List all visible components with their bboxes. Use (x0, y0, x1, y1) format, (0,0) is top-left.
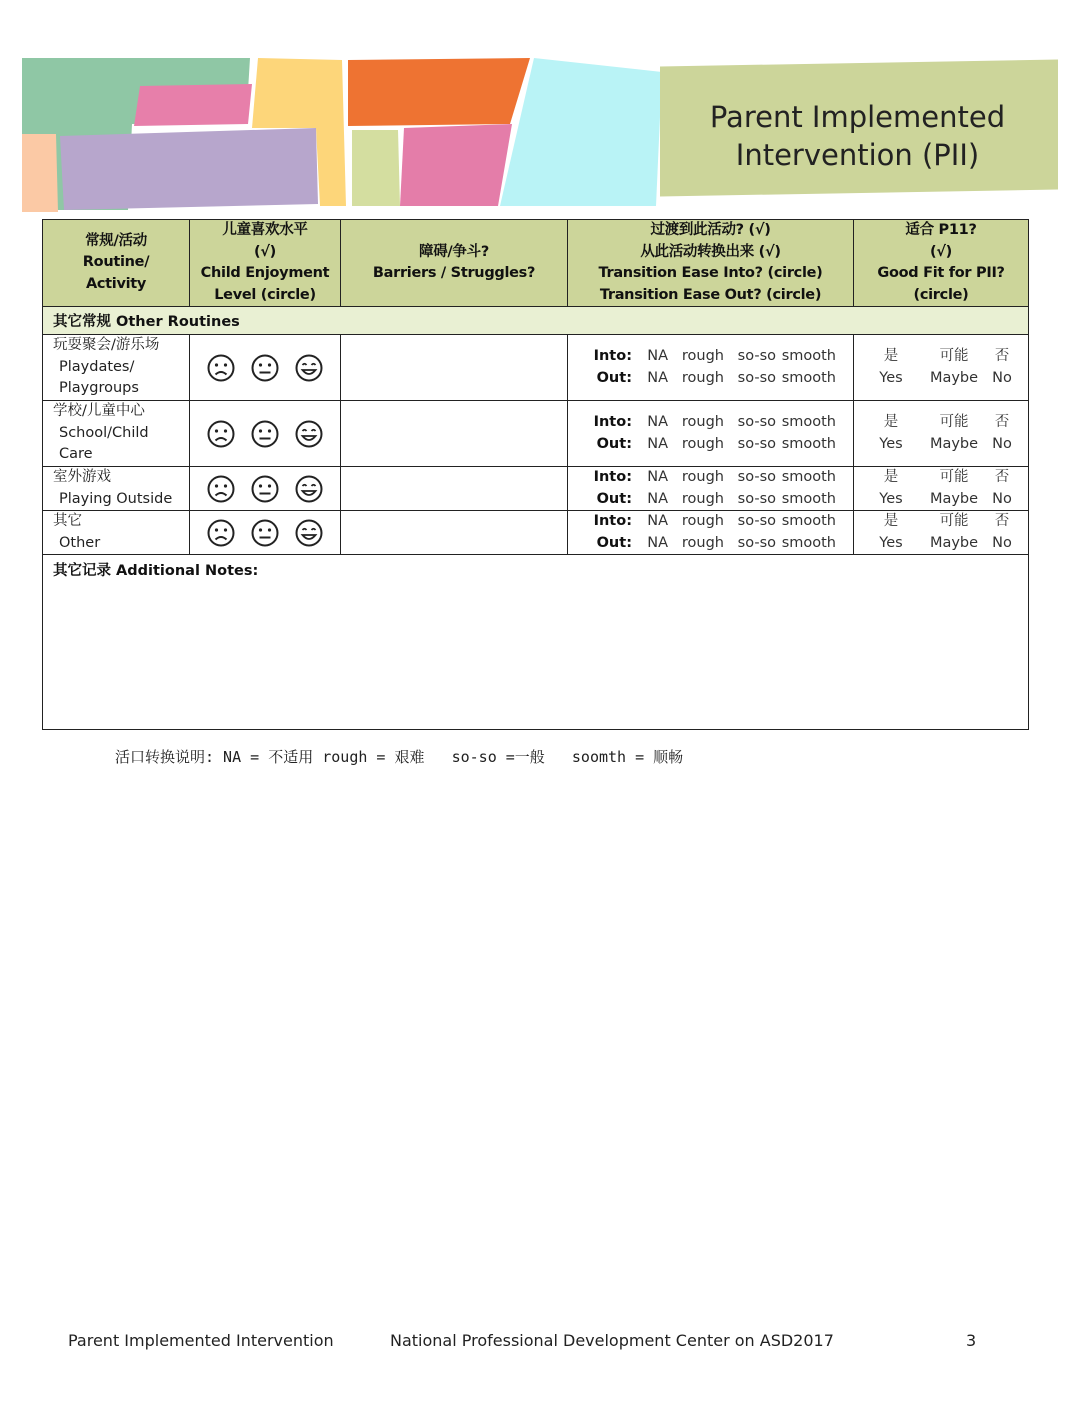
neutral-face-icon[interactable] (250, 518, 280, 548)
transition-option[interactable]: so-so (737, 513, 776, 529)
transition-option[interactable]: rough (681, 369, 724, 386)
goodfit-option[interactable]: Yes (879, 369, 903, 386)
transition-option[interactable]: so-so (737, 534, 776, 551)
transition-option[interactable]: NA (647, 369, 668, 386)
title-line-1: Parent Implemented (709, 100, 1006, 134)
goodfit-option[interactable]: 否 (994, 513, 1010, 529)
transition-cell (568, 511, 854, 555)
header-enjoyment (190, 220, 341, 307)
routine-name-cell (43, 401, 190, 467)
transition-out-label: Out: (596, 534, 632, 551)
transition-into-label: Into: (593, 469, 632, 485)
transition-option[interactable]: NA (647, 414, 668, 430)
goodfit-option[interactable]: 是 (883, 513, 899, 529)
routine-name-cn: 室外游戏 (53, 469, 111, 485)
footer-center: National Professional Development Center on ASD2017 (390, 1331, 834, 1350)
goodfit-option[interactable]: 可能 (939, 469, 969, 485)
barriers-cell[interactable] (341, 335, 568, 401)
goodfit-option[interactable]: No (992, 534, 1012, 551)
sad-face-icon[interactable] (206, 518, 236, 548)
goodfit-option[interactable]: No (992, 490, 1012, 507)
transition-out-label: Out: (596, 490, 632, 507)
routine-name-cell (43, 467, 190, 511)
routine-name-cn: 玩耍聚会/游乐场 (53, 337, 160, 353)
header-enjoyment-cn: 儿童喜欢水平 (222, 222, 308, 238)
transition-out-line (568, 434, 853, 456)
goodfit-line (854, 346, 1028, 368)
goodfit-option[interactable]: 是 (883, 348, 899, 364)
routine-name-en1: Playdates/ (59, 358, 135, 375)
notes-label: 其它记录 Additional Notes: (53, 563, 259, 579)
transition-into-label: Into: (593, 414, 632, 430)
routine-rows (43, 335, 1029, 555)
transition-option[interactable]: so-so (737, 435, 776, 452)
transition-option[interactable]: smooth (781, 513, 836, 529)
goodfit-cell (854, 401, 1029, 467)
routine-form-table (42, 219, 1029, 730)
transition-cell (568, 401, 854, 467)
header-routine-cn: 常规/活动 (85, 232, 147, 249)
header-goodfit-check: (√) (929, 243, 953, 260)
enjoyment-cell (190, 401, 341, 467)
transition-option[interactable]: smooth (781, 348, 836, 364)
goodfit-line (854, 368, 1028, 390)
transition-option[interactable]: NA (647, 435, 668, 452)
goodfit-option[interactable]: Yes (879, 534, 903, 551)
transition-option[interactable]: so-so (737, 469, 776, 485)
transition-option[interactable]: NA (647, 469, 668, 485)
section-label: 其它常规 Other Routines (43, 307, 1029, 335)
goodfit-line (854, 511, 1028, 533)
goodfit-option[interactable]: 是 (883, 469, 899, 485)
goodfit-option[interactable]: 是 (883, 414, 899, 430)
happy-face-icon[interactable] (294, 419, 324, 449)
goodfit-line (854, 533, 1028, 555)
goodfit-option[interactable]: 可能 (939, 348, 969, 364)
header-enjoyment-en-2: Level (circle) (214, 286, 316, 303)
goodfit-option[interactable]: Maybe (929, 534, 979, 551)
routine-name-cn: 其它 (53, 513, 82, 529)
transition-option[interactable]: rough (681, 469, 724, 485)
header-transition-en-2: Transition Ease Out? (circle) (599, 286, 822, 303)
transition-option[interactable]: rough (681, 513, 724, 529)
header-transition-cn-1: 过渡到此活动? (√) (650, 222, 771, 238)
goodfit-cell (854, 335, 1029, 401)
goodfit-option[interactable]: 可能 (939, 414, 969, 430)
header-transition (568, 220, 854, 307)
goodfit-option[interactable]: Maybe (929, 490, 979, 507)
transition-option[interactable]: rough (681, 414, 724, 430)
goodfit-option[interactable]: No (992, 435, 1012, 452)
transition-option[interactable]: NA (647, 348, 668, 364)
transition-option[interactable]: smooth (781, 490, 836, 507)
footer-left: Parent Implemented Intervention (68, 1331, 334, 1350)
routine-name-en2: Care (59, 446, 93, 462)
transition-into-label: Into: (593, 513, 632, 529)
goodfit-option[interactable]: Maybe (929, 435, 979, 452)
transition-into-line (568, 511, 853, 533)
header-transition-en-1: Transition Ease Into? (circle) (598, 265, 823, 281)
goodfit-option[interactable]: Maybe (929, 369, 979, 386)
transition-option[interactable]: smooth (781, 414, 836, 430)
transition-option[interactable]: smooth (781, 435, 836, 452)
header-transition-cn-2: 从此活动转换出来 (√) (640, 243, 781, 260)
header-barriers-cn: 障碍/争斗? (419, 243, 489, 260)
transition-option[interactable]: so-so (737, 490, 776, 507)
transition-cell (568, 335, 854, 401)
goodfit-line (854, 434, 1028, 456)
header-enjoyment-en-1: Child Enjoyment (200, 265, 330, 281)
section-row (43, 307, 1029, 335)
transition-option[interactable]: NA (647, 534, 668, 551)
routine-name-cn: 学校/儿童中心 (53, 403, 145, 419)
enjoyment-cell (190, 467, 341, 511)
transition-option[interactable]: rough (681, 435, 724, 452)
transition-out-line (568, 489, 853, 511)
header-goodfit-en-2: (circle) (913, 286, 969, 303)
sad-face-icon[interactable] (206, 474, 236, 504)
transition-option[interactable]: smooth (781, 469, 836, 485)
transition-option[interactable]: smooth (781, 534, 836, 551)
routine-name-en1: Playing Outside (59, 490, 173, 507)
transition-into-line (568, 467, 853, 489)
neutral-face-icon[interactable] (250, 474, 280, 504)
transition-out-line (568, 533, 853, 555)
header-row (43, 220, 1029, 307)
goodfit-line (854, 489, 1028, 511)
goodfit-option[interactable]: Yes (879, 490, 903, 507)
routine-name-cell (43, 335, 190, 401)
transition-legend: 活口转换说明: NA = 不适用 rough = 艰难 so-so =一般 soomth = 顺畅 (115, 748, 684, 766)
routine-name-en2: Playgroups (59, 380, 139, 396)
goodfit-line (854, 467, 1028, 489)
barriers-cell[interactable] (341, 467, 568, 511)
header-goodfit-cn: 适合 P11? (905, 222, 977, 238)
transition-option[interactable]: so-so (737, 369, 776, 386)
transition-option[interactable]: rough (681, 534, 724, 551)
goodfit-line (854, 412, 1028, 434)
transition-option[interactable]: rough (681, 348, 724, 364)
transition-out-label: Out: (596, 369, 632, 386)
header-barriers (341, 220, 568, 307)
barriers-cell[interactable] (341, 401, 568, 467)
routine-row (43, 401, 1029, 467)
header-routine-en-2: Activity (85, 275, 147, 292)
header-enjoyment-check: (√) (253, 243, 277, 260)
barriers-cell[interactable] (341, 511, 568, 555)
footer-page-number: 3 (966, 1331, 977, 1350)
goodfit-cell (854, 467, 1029, 511)
goodfit-cell (854, 511, 1029, 555)
goodfit-option[interactable]: Yes (879, 435, 903, 452)
routine-name-en1: School/Child (59, 424, 149, 441)
header-routine (43, 220, 190, 307)
neutral-face-icon[interactable] (250, 353, 280, 383)
routine-name-cell (43, 511, 190, 555)
happy-face-icon[interactable] (294, 353, 324, 383)
goodfit-option[interactable]: 否 (994, 414, 1010, 430)
transition-cell (568, 467, 854, 511)
routine-row (43, 511, 1029, 555)
neutral-face-icon[interactable] (250, 419, 280, 449)
transition-option[interactable]: NA (647, 490, 668, 507)
enjoyment-cell (190, 335, 341, 401)
goodfit-option[interactable]: 否 (994, 469, 1010, 485)
sad-face-icon[interactable] (206, 353, 236, 383)
transition-option[interactable]: NA (647, 513, 668, 529)
transition-out-line (568, 368, 853, 390)
transition-into-line (568, 346, 853, 368)
transition-into-line (568, 412, 853, 434)
routine-row (43, 335, 1029, 401)
goodfit-option[interactable]: 可能 (939, 513, 969, 529)
transition-into-label: Into: (593, 348, 632, 364)
goodfit-option[interactable]: 否 (994, 348, 1010, 364)
transition-option[interactable]: smooth (781, 369, 836, 386)
page-title (660, 98, 1055, 174)
sad-face-icon[interactable] (206, 419, 236, 449)
notes-field[interactable] (43, 555, 1029, 730)
routine-name-en1: Other (59, 534, 101, 551)
transition-out-label: Out: (596, 435, 632, 452)
happy-face-icon[interactable] (294, 474, 324, 504)
transition-option[interactable]: so-so (737, 348, 776, 364)
routine-row (43, 467, 1029, 511)
notes-row (43, 555, 1029, 730)
header-routine-en-1: Routine/ (82, 254, 150, 271)
transition-option[interactable]: rough (681, 490, 724, 507)
header-goodfit-en-1: Good Fit for PII? (877, 265, 1005, 281)
header-banner (0, 0, 1080, 220)
goodfit-option[interactable]: No (992, 369, 1012, 386)
header-goodfit (854, 220, 1029, 307)
header-barriers-en: Barriers / Struggles? (372, 265, 536, 281)
transition-option[interactable]: so-so (737, 414, 776, 430)
enjoyment-cell (190, 511, 341, 555)
title-line-2: Intervention (PII) (735, 138, 980, 172)
happy-face-icon[interactable] (294, 518, 324, 548)
